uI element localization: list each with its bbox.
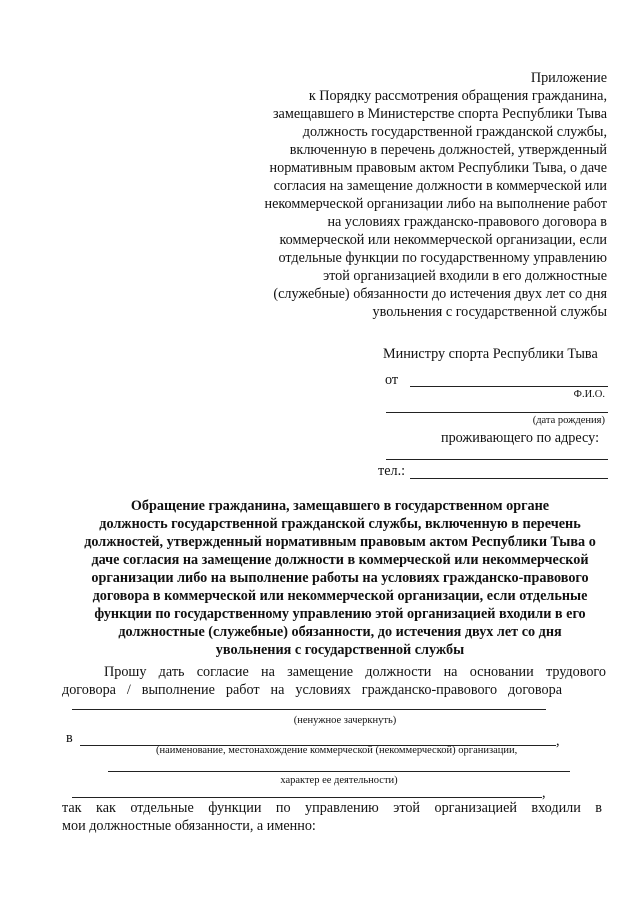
activity-caption: характер ее деятельности) <box>280 775 398 786</box>
appendix-line: замещавшего в Министерстве спорта Республики Тыва <box>272 106 607 122</box>
title-line: функции по государственному управлению этой организацией входили в его <box>94 606 586 622</box>
fio-field-line[interactable] <box>410 386 608 387</box>
title-line: Обращение гражданина, замещавшего в государственном органе <box>130 498 550 514</box>
request-text-line1: Прошу дать согласие на замещение должности на основании трудового <box>104 664 606 680</box>
organization-caption: (наименование, местонахождение коммерческой (некоммерческой) организации, <box>156 745 518 756</box>
activity-continuation-line[interactable] <box>72 797 542 798</box>
appendix-line: нормативным правовым актом Республики Тыва, о даче <box>269 160 607 176</box>
fio-caption: Ф.И.О. <box>573 389 605 400</box>
title-line: договора в коммерческой или некоммерческой организации, если отдельные <box>92 588 588 604</box>
title-line: должность государственной гражданской службы, включенную в перечень <box>99 516 581 532</box>
dob-field-line[interactable] <box>386 412 608 413</box>
title-line: увольнения с государственной службы <box>215 642 465 658</box>
title-line: должностей, утвержденный нормативным правовым актом Республики Тыва о <box>84 534 596 550</box>
appendix-line: этой организацией входили в его должностные <box>323 268 607 284</box>
strike-caption: (ненужное зачеркнуть) <box>293 715 397 726</box>
appendix-line: включенную в перечень должностей, утвержденный <box>289 142 607 158</box>
reason-text-line2: мои должностные обязанности, а именно: <box>62 818 316 834</box>
dob-caption: (дата рождения) <box>532 415 605 426</box>
appendix-line: увольнения с государственной службы <box>372 304 607 320</box>
address-field-line[interactable] <box>386 459 608 460</box>
title-line: должностные (служебные) обязанности, до истечения двух лет со дня <box>118 624 562 640</box>
request-text-line2: договора / выполнение работ на условиях гражданско-правового договора <box>62 682 562 698</box>
appendix-line: коммерческой или некоммерческой организации, если <box>279 232 607 248</box>
appendix-line: к Порядку рассмотрения обращения гражданина, <box>308 88 607 104</box>
from-label: от <box>385 372 399 388</box>
phone-field-line[interactable] <box>410 478 608 479</box>
org-comma: , <box>556 733 560 749</box>
title-line: даче согласия на замещение должности в коммерческой или некоммерческой <box>91 552 589 568</box>
appendix-line: Приложение <box>530 70 607 86</box>
addressee-to: Министру спорта Республики Тыва <box>383 346 598 362</box>
appendix-line: некоммерческой организации либо на выполнение работ <box>264 196 607 212</box>
activity-field-line[interactable] <box>108 771 570 772</box>
appendix-line: согласия на замещение должности в коммерческой или <box>273 178 607 194</box>
title-line: организации либо на выполнение работы на условиях гражданско-правового <box>91 570 589 586</box>
in-label: в <box>66 730 73 746</box>
contract-type-line[interactable] <box>72 709 546 710</box>
appendix-line: должность государственной гражданской службы, <box>302 124 607 140</box>
reason-text-line1: так как отдельные функции по управлению этой организацией входили в <box>62 800 602 816</box>
phone-label: тел.: <box>378 463 406 479</box>
appendix-line: (служебные) обязанности до истечения двух лет со дня <box>273 286 607 302</box>
appendix-line: на условиях гражданско-правового договора в <box>327 214 607 230</box>
activity-comma: , <box>542 785 546 801</box>
address-label: проживающего по адресу: <box>441 430 600 446</box>
appendix-line: отдельные функции по государственному управлению <box>278 250 607 266</box>
